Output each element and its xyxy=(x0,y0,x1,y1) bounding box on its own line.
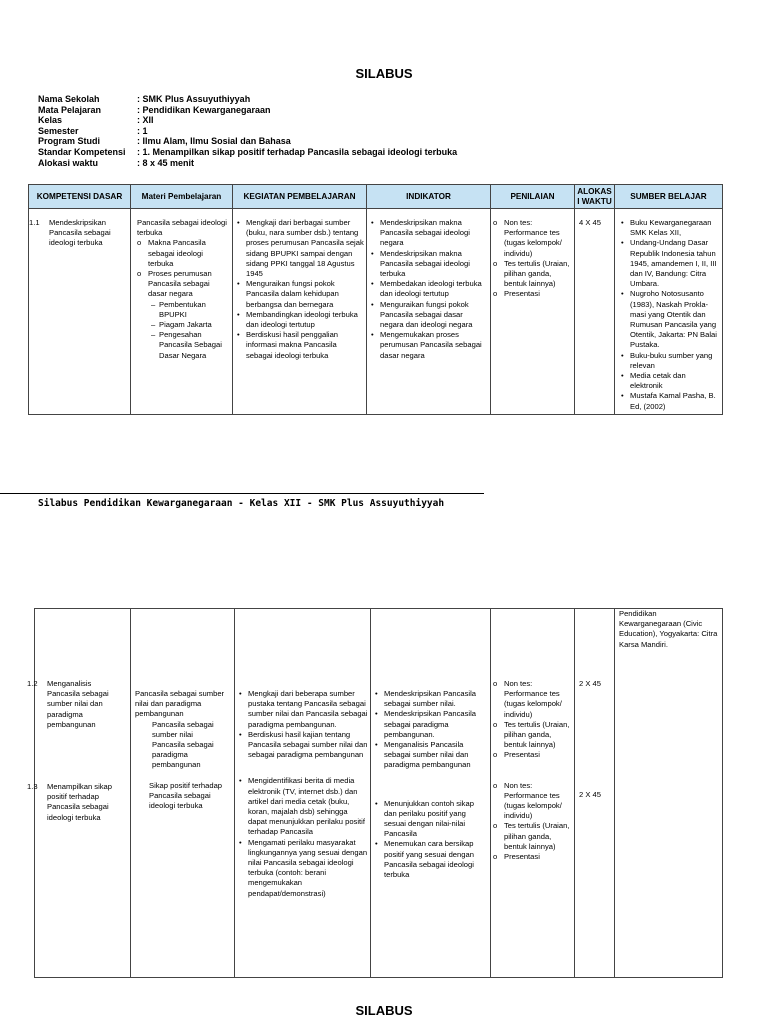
meta-value: : SMK Plus Assuyuthiyyah xyxy=(137,94,251,104)
list-item: • Media cetak dan elektronik xyxy=(619,371,720,391)
table-row xyxy=(35,609,723,978)
kompetensi-cell xyxy=(29,209,131,415)
list-item: • Mendeskripsikan makna Pancasila sebagai ideologi terbuka xyxy=(369,249,488,280)
meta-row xyxy=(38,126,457,137)
list-item: • Buku Kewarganegaraan SMK Kelas XII, xyxy=(619,218,720,238)
materi-cell xyxy=(131,609,235,978)
col-header-indikator: INDIKATOR xyxy=(367,185,491,209)
list-item: • Menemukan cara bersikap positif yang sesuai dengan Pancasila sebagai ideologi terbuka xyxy=(373,839,488,880)
penilaian-cell xyxy=(491,609,575,978)
meta-value: : 1. Menampilkan sikap positif terhadap Pancasila sebagai ideologi terbuka xyxy=(137,146,458,157)
meta-row xyxy=(38,105,457,116)
meta-row xyxy=(38,136,457,147)
syllabus-table-continued xyxy=(27,608,723,978)
list-item: • Mengkaji dari beberapa sumber pustaka tentang Pancasila sebagai sumber nilai dan Pancasila sebagai paradigma pembangunan. xyxy=(237,689,368,730)
list-item: • Mendeskripsikan makna Pancasila sebagai ideologi negara xyxy=(369,218,488,249)
alokasi-cell xyxy=(575,609,615,978)
meta-value: : 8 x 45 menit xyxy=(137,157,195,168)
list-item: • Menguraikan fungsi pokok Pancasila dalam kehidupan berbangsa dan bernegara xyxy=(235,279,364,310)
materi-list xyxy=(137,238,230,299)
meta-value: : Ilmu Alam, Ilmu Sosial dan Bahasa xyxy=(137,136,291,147)
indikator-list xyxy=(373,799,488,881)
kegiatan-list xyxy=(237,776,368,898)
col-header-kompetensi: KOMPETENSI DASAR xyxy=(29,185,131,209)
list-item: o Non tes: Performance tes (tugas kelompok/ individu) xyxy=(493,781,572,822)
list-item: • Undang-Undang Dasar Republik Indonesia tahun 1945, amandemen I, II, III dan IV, Bandung: Citra Umbara. xyxy=(619,238,720,289)
meta-label: Standar Kompetensi xyxy=(38,146,126,157)
indikator-list xyxy=(369,218,488,361)
sumber-cell xyxy=(615,609,723,978)
materi-cell xyxy=(131,209,233,415)
list-item: o Tes tertulis (Uraian, pilihan ganda, bentuk lainnya) xyxy=(493,259,572,290)
table-row xyxy=(29,209,723,415)
meta-label: Mata Pelajaran xyxy=(38,104,102,115)
materi-intro: Pancasila sebagai sumber nilai dan paradigma pembangunan xyxy=(135,689,225,719)
syllabus-table xyxy=(28,184,723,415)
list-item: • Membandingkan ideologi terbuka dan ideologi tertutup xyxy=(235,310,364,330)
list-item: • Membedakan ideologi terbuka dan ideologi tertutup xyxy=(369,279,488,299)
indikator-list xyxy=(373,689,488,771)
page-title: SILABUS xyxy=(355,66,413,81)
kegiatan-cell xyxy=(233,209,367,415)
materi-sublist xyxy=(148,300,230,361)
list-item: • Berdiskusi hasil penggalian informasi makna Pancasila sebagai ideologi terbuka xyxy=(235,330,364,361)
col-header-materi: Materi Pembelajaran xyxy=(131,185,233,209)
kegiatan-list xyxy=(235,218,364,361)
alokasi-value: 2 X 45 xyxy=(579,679,601,688)
footer-divider xyxy=(0,493,484,494)
list-item: • Buku-buku sumber yang relevan xyxy=(619,351,720,371)
meta-row xyxy=(38,115,457,126)
list-item: o Presentasi xyxy=(493,289,572,299)
kd-number: 1.2 xyxy=(27,679,38,688)
list-item: o Presentasi xyxy=(493,750,572,760)
kegiatan-cell xyxy=(235,609,371,978)
list-item: • Menunjukkan contoh sikap dan perilaku positif yang sesuai dengan nilai-nilai Pancasila xyxy=(373,799,488,840)
list-item: • Nugroho Notosusanto (1983), Naskah Prokla-masi yang Otentik dan Rumusan Pancasila yang Otentik, Jakarta: PN Balai Pustaka. xyxy=(619,289,720,350)
kd-number: 1.3 xyxy=(27,782,38,792)
kd-text: Menganalisis Pancasila sebagai sumber nilai dan paradigma pembangunan xyxy=(47,679,109,729)
col-header-sumber: SUMBER BELAJAR xyxy=(615,185,723,209)
list-item: • Menguraikan fungsi pokok Pancasila sebagai dasar negara dan ideologi negara xyxy=(369,300,488,331)
materi-intro: Pancasila sebagai ideologi terbuka xyxy=(137,218,227,238)
kompetensi-cell xyxy=(27,609,131,978)
meta-row xyxy=(38,158,457,169)
meta-label: Semester xyxy=(38,125,79,136)
list-item: – Pengesahan Pancasila Sebagai Dasar Negara xyxy=(148,330,230,361)
list-item: • Mengamati perilaku masyarakat lingkungannya yang sesuai dengan nilai Pancasila sebagai ideologi terbuka (contoh: berani mengemukakan pendapat/demonstrasi) xyxy=(237,838,368,899)
list-item: • Mendeskripsikan Pancasila sebagai paradigma pembangunan. xyxy=(373,709,488,740)
alokasi-cell: 4 X 45 xyxy=(575,209,615,415)
col-header-alokasi: ALOKAS I WAKTU xyxy=(575,185,615,209)
list-item: o Tes tertulis (Uraian, pilihan ganda, bentuk lainnya) xyxy=(493,821,572,852)
list-item: • Mendeskripsikan Pancasila sebagai sumber nilai. xyxy=(373,689,488,709)
kd-number: 1.1 xyxy=(29,218,40,227)
document-meta xyxy=(38,94,457,168)
kegiatan-list xyxy=(237,689,368,760)
penilaian-cell xyxy=(491,209,575,415)
list-item: • Berdiskusi hasil kajian tentang Pancasila sebagai sumber nilai dan sebagai paradigma pembangunan xyxy=(237,730,368,761)
materi-list xyxy=(135,720,232,771)
meta-row xyxy=(38,147,457,158)
list-item: – Piagam Jakarta xyxy=(148,320,230,330)
meta-label: Alokasi waktu xyxy=(38,157,99,168)
list-item: o Tes tertulis (Uraian, pilihan ganda, bentuk lainnya) xyxy=(493,720,572,751)
list-item: • Mengidentifikasi berita di media elektronik (TV, internet dsb.) dan artikel dari media cetak (buku, koran, majalah dsb) sehingga dapat menunjukkan perilaku positif terhadap Pancasila xyxy=(237,776,368,837)
list-item: Pancasila sebagai sumber nilai xyxy=(152,719,214,739)
kd-text: Menampilkan sikap positif terhadap Pancasila sebagai ideologi terbuka xyxy=(47,782,112,822)
indikator-cell xyxy=(371,609,491,978)
page-footer: Silabus Pendidikan Kewarganegaraan - Kelas XII - SMK Plus Assuyuthiyyah xyxy=(38,498,445,509)
kd-text: Mendeskripsikan Pancasila sebagai ideologi terbuka xyxy=(49,218,111,248)
materi-intro: Sikap positif terhadap Pancasila sebagai ideologi terbuka xyxy=(149,780,223,811)
table-header-row xyxy=(29,185,723,209)
meta-label: Program Studi xyxy=(38,136,101,147)
list-item: o Non tes: Performance tes (tugas kelompok/ individu) xyxy=(493,679,572,720)
alokasi-value: 2 X 45 xyxy=(579,790,601,800)
meta-label: Nama Sekolah xyxy=(38,94,100,104)
list-item: – Pembentukan BPUPKI xyxy=(148,300,230,320)
list-item: o Makna Pancasila sebagai ideologi terbuka xyxy=(137,238,230,269)
list-item: • Menganalisis Pancasila sebagai sumber nilai dan paradigma pembangunan xyxy=(373,740,488,771)
list-item: o Proses perumusan Pancasila sebagai dasar negara xyxy=(137,269,230,300)
list-item: o Presentasi xyxy=(493,852,572,862)
sumber-cell xyxy=(615,209,723,415)
list-item: Pancasila sebagai paradigma pembangunan xyxy=(152,740,214,770)
penilaian-list xyxy=(493,781,572,863)
list-item: • Mustafa Kamal Pasha, B. Ed, (2002) xyxy=(619,391,720,411)
sumber-list xyxy=(619,218,720,412)
penilaian-list xyxy=(493,679,572,761)
meta-row xyxy=(38,94,457,105)
list-item: • Mengkaji dari berbagai sumber (buku, nara sumber dsb.) tentang proses perumusan Pancasila sejak sidang BPUPKI sampai dengan sidang PPKI tanggal 18 Agustus 1945 xyxy=(235,218,364,279)
list-item: • Mengemukakan proses perumusan Pancasila sebagai dasar negara xyxy=(369,330,488,361)
indikator-cell xyxy=(367,209,491,415)
penilaian-list xyxy=(493,218,572,300)
page-title-next: SILABUS xyxy=(355,1003,413,1018)
list-item: o Non tes: Performance tes (tugas kelompok/ individu) xyxy=(493,218,572,259)
col-header-penilaian: PENILAIAN xyxy=(491,185,575,209)
meta-label: Kelas xyxy=(38,115,63,126)
sumber-continued: Pendidikan Kewarganegaraan (Civic Education), Yogyakarta: Citra Karsa Mandiri. xyxy=(619,609,718,649)
meta-value: : 1 xyxy=(137,125,148,136)
meta-value: : XII xyxy=(137,115,154,126)
col-header-kegiatan: KEGIATAN PEMBELAJARAN xyxy=(233,185,367,209)
meta-value: : Pendidikan Kewarganegaraan xyxy=(137,104,271,115)
